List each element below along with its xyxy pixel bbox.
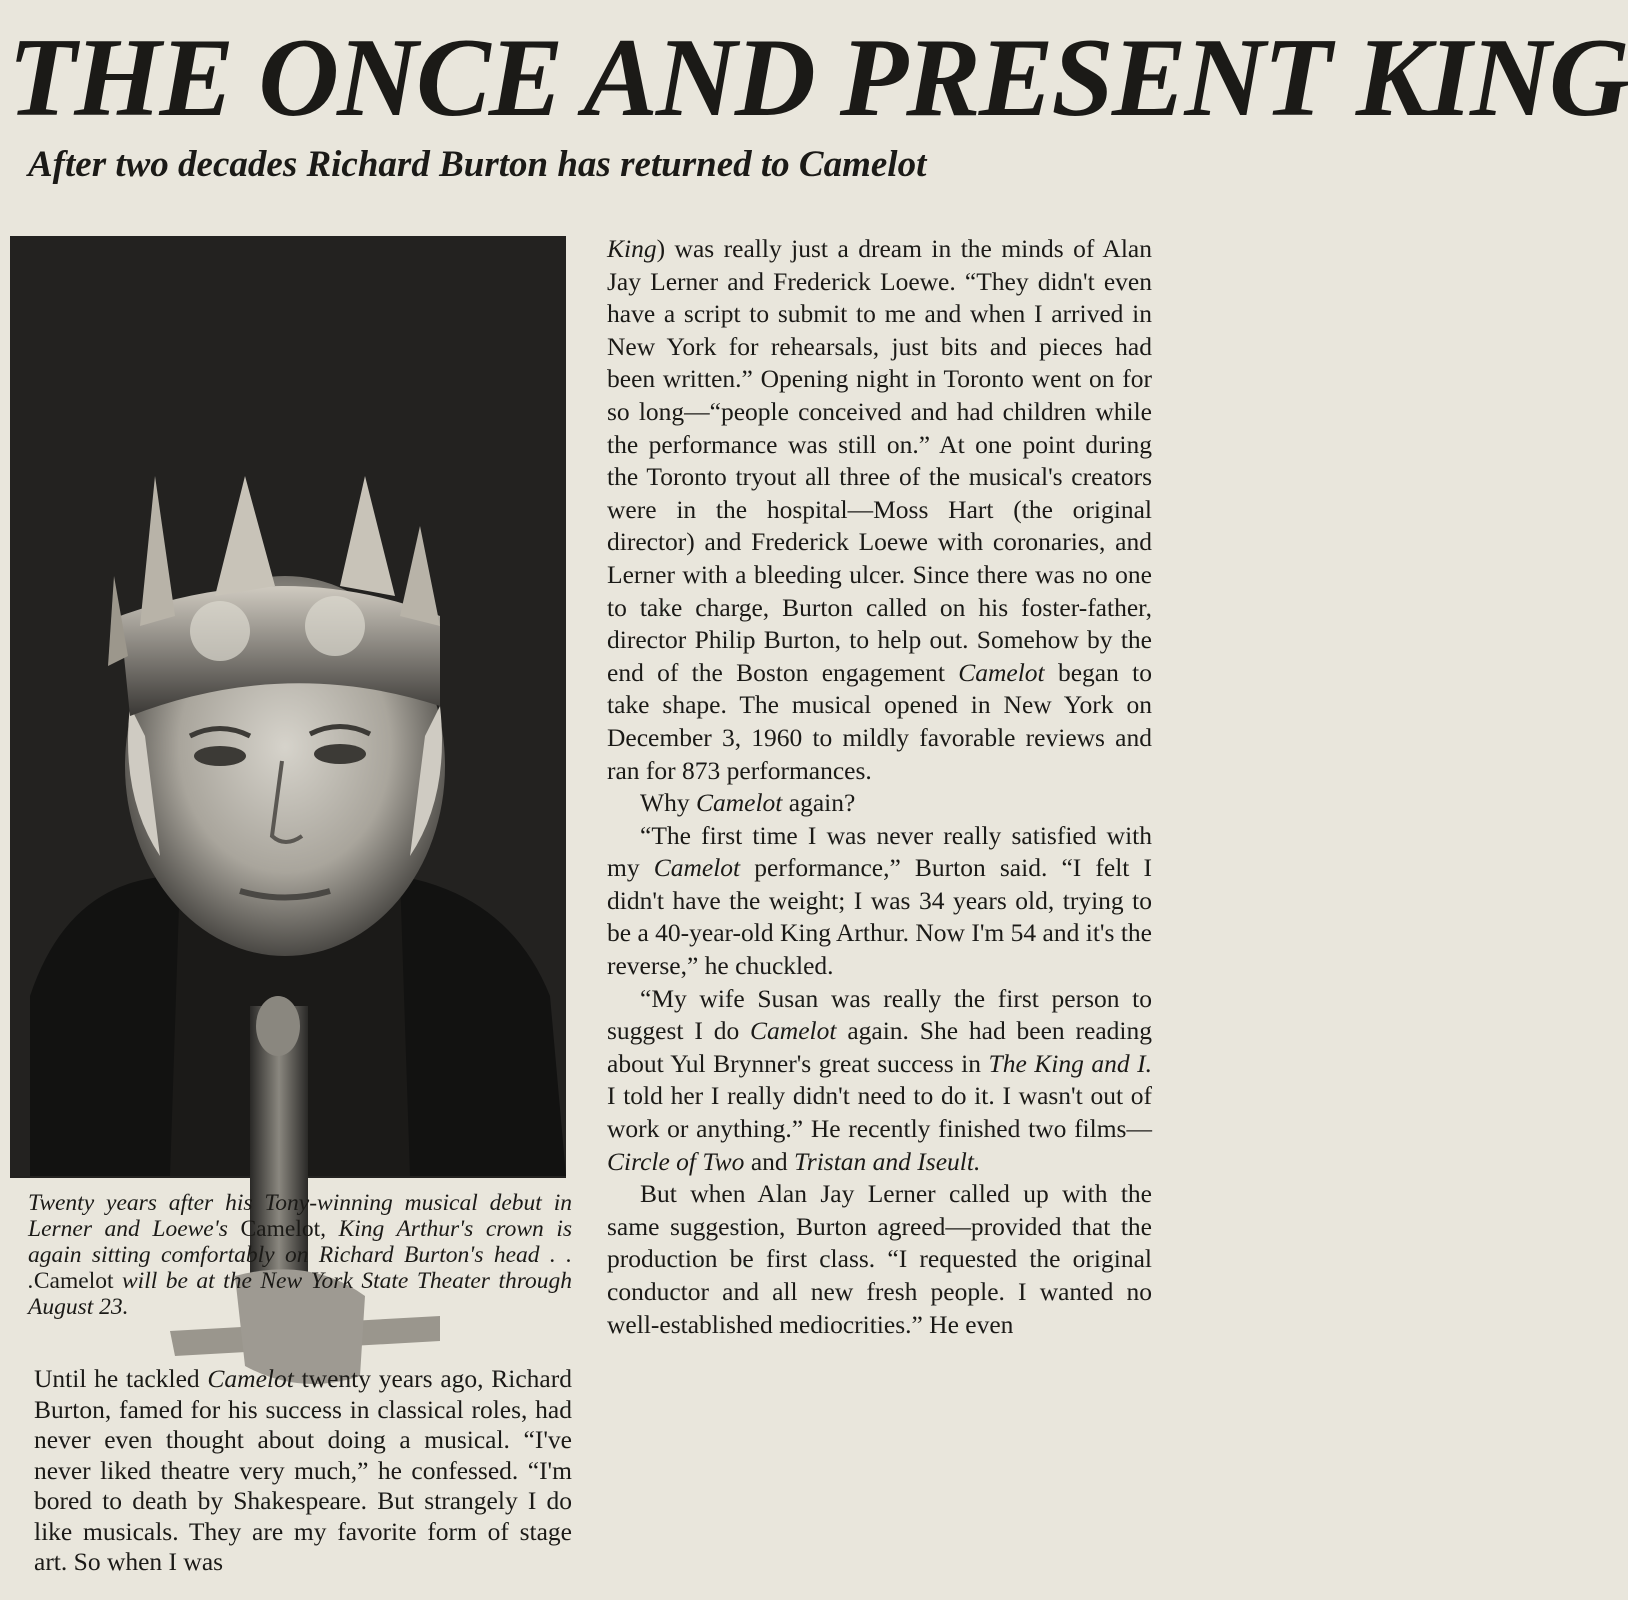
body-text: began to take shape. The musical opened in New York on December 3, 1960 to mildly favorable reviews and ran for 873 performances. xyxy=(607,657,1152,785)
caption-title: Camelot xyxy=(240,1216,321,1242)
paragraph xyxy=(607,787,1152,820)
article-headline: THE ONCE AND PRESENT KING xyxy=(8,16,1628,140)
title-italic: Camelot xyxy=(958,657,1045,687)
title-italic: Camelot xyxy=(750,1016,837,1046)
article-subhead: After two decades Richard Burton has returned to Camelot xyxy=(28,144,927,185)
caption-text: , King Arthur's crown is again sitting comfortably on Richard Burton's head . . . xyxy=(28,1216,572,1294)
caption-title: Camelot xyxy=(33,1268,114,1294)
body-text: performance,” Burton said. “I felt I didn't have the weight; I was 34 years old, trying to be a 40-year-old King Arthur. Now I'm 54 and it's the reverse,” he chuckled. xyxy=(607,853,1152,981)
body-text: Until he tackled xyxy=(34,1364,208,1393)
king-arthur-photo-icon xyxy=(10,236,566,1178)
paragraph xyxy=(607,820,1152,983)
paragraph xyxy=(607,233,1152,787)
body-text: again? xyxy=(782,788,856,818)
title-italic: Tristan and Iseult. xyxy=(794,1146,981,1176)
body-text: ) was really just a dream in the minds of Alan Jay Lerner and Frederick Loewe. “They didn't even have a script to submit to me and when I arrived in New York for rehearsals, just bits and pieces had been written.” Opening night in Toronto went on for so long—“people conceived and had children while the performance was still on.” At one point during the Toronto tryout all three of the musical's creators were in the hospital—Moss Hart (the original director) and Frederick Loewe with coronaries, and Lerner with a bleeding ulcer. Since there was no one to take charge, Burton called on his foster-father, director Philip Burton, to help out. Somehow by the end of the Boston engagement xyxy=(607,234,1152,687)
king-arthur-photo xyxy=(10,236,566,1178)
right-column-text xyxy=(607,233,1152,1341)
body-text: twenty years ago, Richard Burton, famed for his success in classical roles, had never even thought about doing a musical. “I've never liked theatre very much,” he confessed. “I'm bored to death by Shakespeare. But strangely I do like musicals. They are my favorite form of stage art. So when I was xyxy=(34,1364,572,1576)
title-italic: Camelot xyxy=(207,1364,294,1393)
title-italic: King xyxy=(607,234,657,263)
body-text: again. She had been reading about Yul Brynner's great success in xyxy=(607,1016,1152,1078)
title-italic: Camelot xyxy=(695,788,783,818)
body-text: I told her I really didn't need to do it. I wasn't out of work or anything.” He recently finished two films— xyxy=(607,1081,1152,1144)
photo-caption xyxy=(28,1190,572,1320)
left-column-text xyxy=(34,1364,572,1578)
body-text: Why xyxy=(640,788,696,818)
caption-text: will be at the New York State Theater through August 23. xyxy=(28,1268,572,1320)
title-italic: Circle of Two xyxy=(607,1146,745,1176)
paragraph xyxy=(607,983,1152,1179)
title-italic: Camelot xyxy=(653,853,741,883)
caption-text: Twenty years after his Tony-winning musical debut in Lerner and Loewe's xyxy=(28,1190,572,1242)
body-text: “My wife Susan was really the first person to suggest I do xyxy=(607,983,1152,1046)
paragraph: But when Alan Jay Lerner called up with the same suggestion, Burton agreed—provided that the production be first class. “I requested the original conductor and all new fresh people. I wanted no well-established mediocrities.” He even xyxy=(607,1179,1152,1339)
body-text: and xyxy=(744,1146,795,1176)
title-italic: The King and I. xyxy=(988,1048,1152,1078)
body-text: “The first time I was never really satisfied with my xyxy=(607,820,1152,883)
